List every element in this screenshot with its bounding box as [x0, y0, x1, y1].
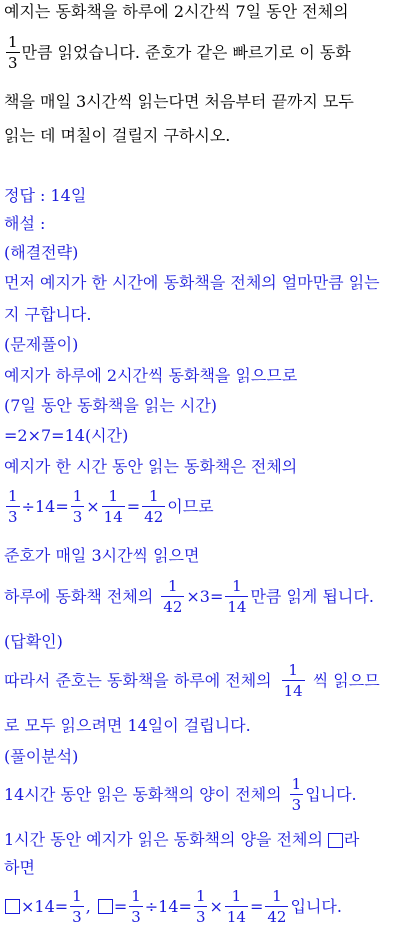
solve-heading: (문제풀이) [4, 335, 79, 354]
solve-line-1: 예지가 하루에 2시간씩 동화책을 읽으므로 [4, 366, 298, 385]
equation-2: 하루에 동화책 전체의 $\frac{1}{42}$ ×3= $\frac{1}{14}$ 만큼 읽게 됩니다. [4, 577, 374, 616]
fraction: $\frac{1}{42}$ [267, 887, 287, 926]
fraction: $\frac{1}{3}$ [72, 487, 83, 526]
strategy-heading: (해결전략) [4, 243, 79, 262]
solve-line-4: 예지가 한 시간 동안 읽는 동화책은 전체의 [4, 457, 298, 476]
fraction: $\frac{1}{3}$ [8, 487, 18, 526]
strategy-line-1: 먼저 예지가 한 시간에 동화책을 전체의 얼마만큼 읽는 [4, 273, 380, 292]
equation-3: ×14= $\frac{1}{3}$ , = $\frac{1}{3}$ ÷14= $\frac{1}{3}$ × $\frac{1}{14}$ = $\frac{1}{42}$ 입니다. [4, 888, 342, 925]
fraction: $\frac{1}{14}$ [283, 661, 303, 700]
fraction: $\frac{1}{14}$ [103, 487, 123, 526]
check-line-1: 따라서 준호는 동화책을 하루에 전체의 $\frac{1}{14}$ 씩 읽으므 [4, 661, 380, 700]
fraction: $\frac{1}{3}$ [195, 887, 206, 926]
fraction: $\frac{1}{3}$ [131, 887, 141, 926]
analysis-line-2: 1시간 동안 예지가 읽은 동화책의 양을 전체의 라 [4, 830, 360, 849]
problem-line-3: 책을 매일 3시간씩 읽는다면 처음부터 끝까지 모두 [4, 92, 354, 111]
analysis-line-1: 14시간 동안 읽은 동화책의 양이 전체의 $\frac{1}{3}$ 입니다. [4, 775, 357, 814]
blank-box-icon [98, 899, 113, 914]
analysis-line-3: 하면 [4, 858, 35, 877]
blank-box-icon [5, 899, 20, 914]
fraction: $\frac{1}{3}$ [8, 33, 18, 72]
fraction: $\frac{1}{14}$ [227, 577, 247, 616]
answer-line: 정답 : 14일 [4, 186, 87, 205]
analysis-heading: (풀이분석) [4, 747, 79, 766]
solve-line-3: =2×7=14(시간) [4, 426, 129, 445]
blank-box-icon [328, 833, 343, 848]
explanation-label: 해설 : [4, 214, 46, 233]
solve-line-2: (7일 동안 동화책을 읽는 시간) [4, 396, 218, 415]
fraction: $\frac{1}{14}$ [226, 887, 246, 926]
fraction: $\frac{1}{3}$ [72, 887, 82, 926]
fraction: $\frac{1}{42}$ [144, 487, 164, 526]
problem-line-1: 예지는 동화책을 하루에 2시간씩 7일 동안 전체의 [4, 2, 349, 21]
problem-line-4: 읽는 데 며칠이 걸릴지 구하시오. [4, 126, 231, 145]
problem-line-2: $\frac{1}{3}$ 만큼 읽었습니다. 준호가 같은 빠르기로 이 동화 [8, 33, 351, 72]
equation-1: $\frac{1}{3}$ ÷14= $\frac{1}{3}$ × $\frac{1}{14}$ = $\frac{1}{42}$ 이므로 [8, 487, 214, 526]
check-line-2: 로 모두 읽으려면 14일이 걸립니다. [4, 716, 251, 735]
check-heading: (답확인) [4, 632, 63, 651]
fraction: $\frac{1}{3}$ [291, 775, 302, 814]
strategy-line-2: 지 구합니다. [4, 305, 92, 324]
solve-line-5: 준호가 매일 3시간씩 읽으면 [4, 546, 200, 565]
fraction: $\frac{1}{42}$ [163, 577, 183, 616]
